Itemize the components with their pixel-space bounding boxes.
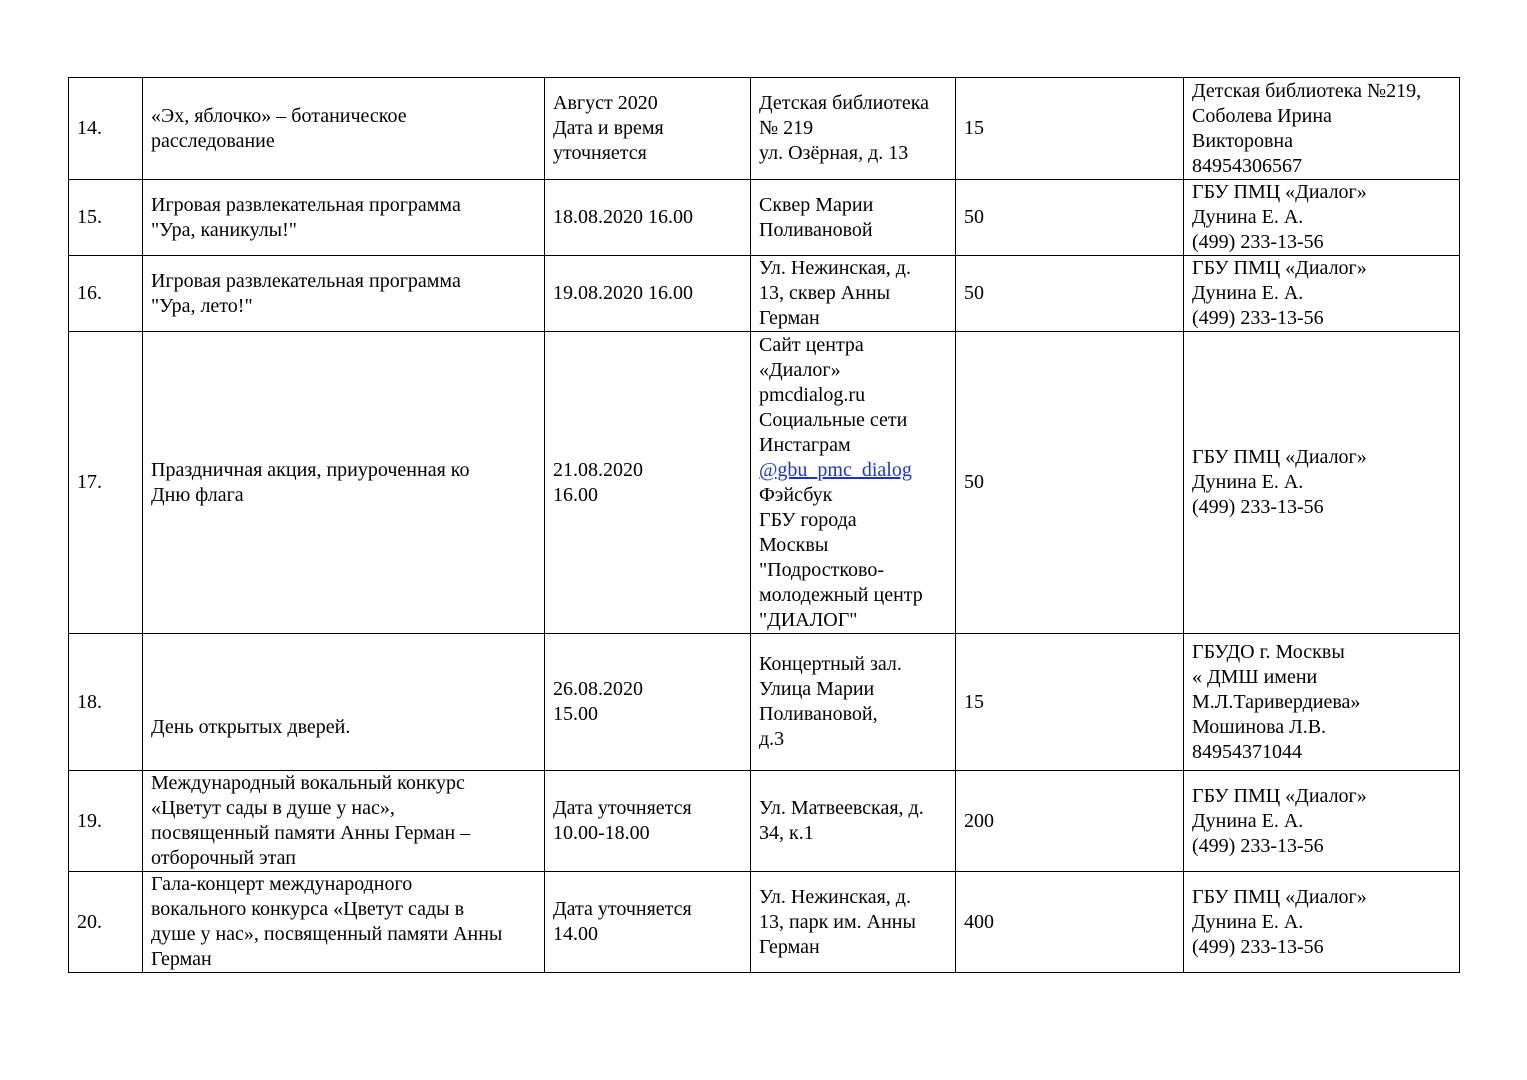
row-number-cell-text: 17. (77, 471, 102, 493)
place-text: Сайт центра «Диалог» pmcdialog.ru Социальные сети Инстаграм (759, 333, 908, 456)
organizer-cell-text: ГБУДО г. Москвы « ДМШ имени М.Л.Таривердиева» Мошинова Л.В. 84954371044 (1192, 640, 1361, 763)
event-date-cell-text: 18.08.2020 16.00 (553, 206, 693, 228)
organizer-cell-text: ГБУ ПМЦ «Диалог» Дунина Е. А. (499) 233-13-56 (1192, 885, 1367, 958)
place-text: Ул. Нежинская, д. 13, сквер Анны Герман (759, 257, 911, 329)
row-number-cell (69, 180, 143, 256)
event-date-cell (545, 78, 751, 180)
organizer-cell-text: ГБУ ПМЦ «Диалог» Дунина Е. А. (499) 233-13-56 (1192, 181, 1367, 253)
event-date-cell-text: Дата уточняется 14.00 (553, 898, 692, 945)
row-number-cell (69, 332, 143, 634)
event-place-cell (751, 180, 956, 256)
table-row (69, 180, 1460, 256)
event-date-cell-text: 26.08.2020 15.00 (553, 678, 643, 725)
event-date-cell (545, 180, 751, 256)
row-number-cell (69, 771, 143, 872)
participants-cell (956, 332, 1184, 634)
organizer-cell (1184, 634, 1460, 771)
row-number-cell-text: 20. (77, 910, 102, 933)
event-name-cell (143, 634, 545, 771)
organizer-cell (1184, 180, 1460, 256)
event-name-cell-text: «Эх, яблочко» – ботаническое расследование (151, 104, 407, 152)
event-name-cell-text: Игровая развлекательная программа "Ура, лето!" (151, 269, 461, 317)
table-row (69, 634, 1460, 771)
participants-cell (956, 634, 1184, 771)
organizer-cell (1184, 78, 1460, 180)
organizer-cell-text: ГБУ ПМЦ «Диалог» Дунина Е. А. (499) 233-13-56 (1192, 257, 1367, 329)
event-date-cell-text: 21.08.2020 16.00 (553, 458, 643, 506)
row-number-cell-text: 15. (77, 206, 102, 228)
event-name-cell-text: День открытых дверей. (151, 716, 351, 738)
event-name-cell (143, 180, 545, 256)
event-place-cell (751, 771, 956, 872)
event-date-cell-text: 19.08.2020 16.00 (553, 282, 693, 304)
participants-cell (956, 872, 1184, 973)
place-text: Концертный зал. Улица Марии Поливановой, д.3 (759, 653, 902, 750)
participants-cell-text: 15 (964, 690, 984, 713)
participants-cell (956, 256, 1184, 332)
participants-cell-text: 200 (964, 809, 994, 832)
row-number-cell (69, 78, 143, 180)
organizer-cell-text: ГБУ ПМЦ «Диалог» Дунина Е. А. (499) 233-13-56 (1192, 784, 1367, 857)
event-date-cell (545, 771, 751, 872)
place-text-continued: Фэйсбук ГБУ города Москвы "Подростково- молодежный центр "ДИАЛОГ" (759, 483, 923, 631)
organizer-cell-text: Детская библиотека №219, Соболева Ирина Викторовна 84954306567 (1192, 79, 1422, 177)
event-place-cell (751, 256, 956, 332)
event-name-cell (143, 78, 545, 180)
event-name-cell-text: Международный вокальный конкурс «Цветут сады в душе у нас», посвященный памяти Анны Герман – отборочный этап (151, 772, 471, 869)
organizer-cell (1184, 332, 1460, 634)
event-name-cell (143, 771, 545, 872)
row-number-cell-text: 16. (77, 282, 102, 304)
organizer-cell (1184, 256, 1460, 332)
organizer-cell (1184, 771, 1460, 872)
table-row (69, 332, 1460, 634)
event-place-cell (751, 872, 956, 973)
event-place-cell (751, 332, 956, 634)
event-name-cell (143, 256, 545, 332)
event-name-cell (143, 332, 545, 634)
participants-cell-text: 50 (964, 206, 984, 228)
place-text: Сквер Марии Поливановой (759, 193, 874, 241)
participants-cell (956, 180, 1184, 256)
event-date-cell-text: Август 2020 Дата и время уточняется (553, 92, 664, 164)
row-number-cell (69, 256, 143, 332)
event-date-cell (545, 256, 751, 332)
table-row (69, 78, 1460, 180)
event-name-cell-text: Праздничная акция, приуроченная ко Дню флага (151, 458, 470, 506)
event-name-cell-text: Игровая развлекательная программа "Ура, каникулы!" (151, 193, 461, 241)
event-date-cell (545, 872, 751, 973)
row-number-cell-text: 19. (77, 809, 102, 832)
event-name-cell (143, 872, 545, 973)
participants-cell (956, 78, 1184, 180)
event-date-cell-text: Дата уточняется 10.00-18.00 (553, 797, 692, 844)
event-place-cell (751, 78, 956, 180)
participants-cell-text: 15 (964, 117, 984, 139)
table-row (69, 256, 1460, 332)
organizer-cell (1184, 872, 1460, 973)
table-row (69, 872, 1460, 973)
place-text: Ул. Нежинская, д. 13, парк им. Анны Герман (759, 885, 916, 958)
event-name-cell-text: Гала-концерт международного вокального конкурса «Цветут сады в душе у нас», посвященный памяти Анны Герман (151, 873, 503, 970)
place-text: Детская библиотека № 219 ул. Озёрная, д. 13 (759, 92, 929, 164)
event-place-cell (751, 634, 956, 771)
participants-cell-text: 50 (964, 282, 984, 304)
event-date-cell (545, 332, 751, 634)
row-number-cell (69, 872, 143, 973)
organizer-cell-text: ГБУ ПМЦ «Диалог» Дунина Е. А. (499) 233-13-56 (1192, 446, 1367, 518)
row-number-cell (69, 634, 143, 771)
row-number-cell-text: 18. (77, 690, 102, 713)
instagram-link[interactable]: @gbu_pmc_dialog (759, 458, 912, 481)
table-row (69, 771, 1460, 872)
events-table-body (69, 78, 1460, 973)
row-number-cell-text: 14. (77, 117, 102, 139)
events-table (68, 77, 1460, 973)
place-text: Ул. Матвеевская, д. 34, к.1 (759, 797, 924, 844)
participants-cell-text: 400 (964, 910, 994, 933)
participants-cell-text: 50 (964, 471, 984, 493)
event-date-cell (545, 634, 751, 771)
participants-cell (956, 771, 1184, 872)
